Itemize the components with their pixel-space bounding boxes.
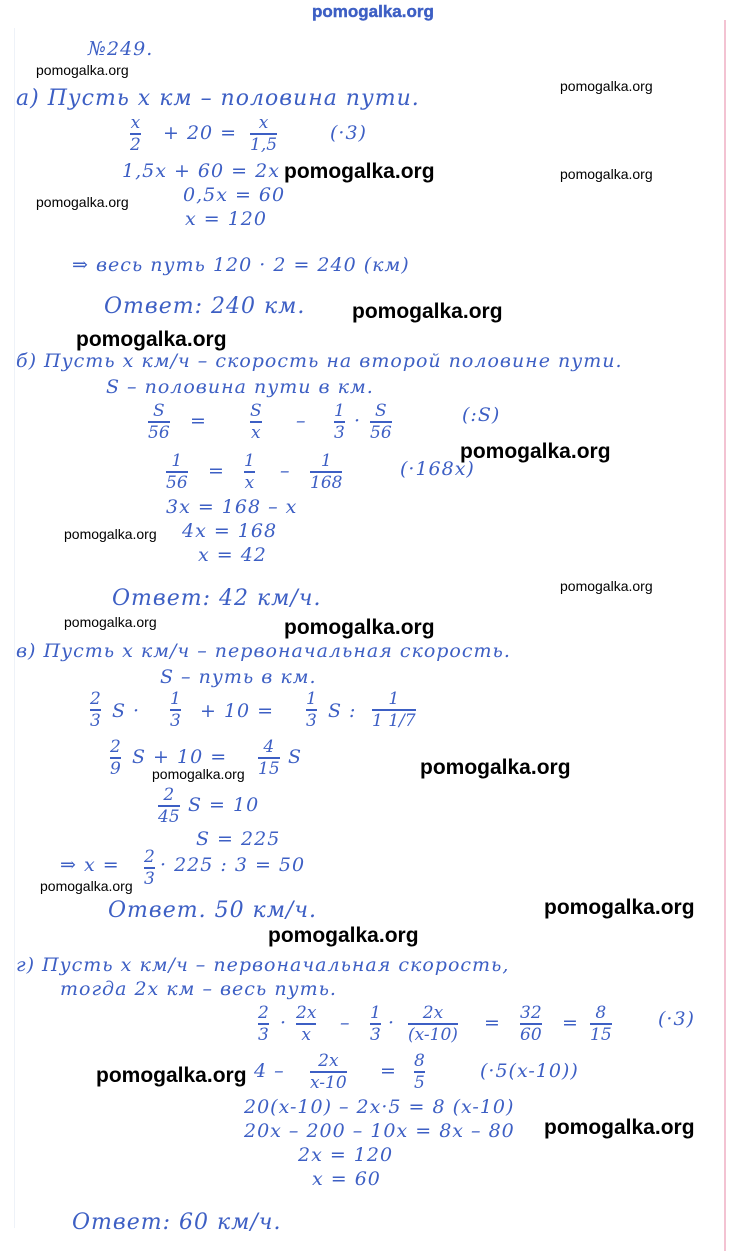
part-b-intro: б) Пусть x км/ч – скорость на второй половине пути. [16,350,623,372]
watermark: pomogalka.org [96,1064,247,1087]
part-b-note1: (:S) [462,404,501,426]
watermark-top: pomogalka.org [312,2,434,21]
part-v-frac-h: 2 3 [144,847,155,889]
part-a-line4: x = 120 [185,208,267,230]
part-g-intro2: тогда 2x км – весь путь. [60,978,337,1000]
part-g-line4: 20x – 200 – 10x = 8x – 80 [244,1120,515,1142]
part-g-frac-d: 2x (x-10) [408,1003,458,1045]
part-v-frac-g: 2 45 [158,785,180,827]
part-v-line5b: · 225 : 3 = 50 [160,854,306,876]
part-b-minus: – [296,410,307,432]
watermark: pomogalka.org [544,896,695,919]
watermark: pomogalka.org [420,756,571,779]
part-b-line3: 3x = 168 – x [166,496,298,518]
part-v-mid2: S + 10 = [132,746,228,768]
part-v-s2: S : [328,700,357,722]
part-b-frac3: 1 3 [334,401,345,443]
part-g-eq1: = [484,1012,501,1034]
watermark: pomogalka.org [560,78,653,94]
part-g-frac-h: 8 5 [414,1051,425,1093]
part-g-frac-b: 2x x [296,1003,317,1045]
part-a-line2: 1,5x + 60 = 2x [122,160,280,182]
part-a-eq1-mid: + 20 = [163,122,238,144]
part-g-dot2: · [388,1012,396,1034]
part-v-intro: в) Пусть x км/ч – первоначальная скорость. [16,640,511,662]
part-b-line5: x = 42 [198,544,267,566]
part-v-frac-b: 1 3 [170,689,181,731]
part-b-answer: Ответ: 42 км/ч. [112,586,322,611]
watermark: pomogalka.org [64,526,157,542]
part-v-frac-c: 1 3 [306,689,317,731]
part-g-note1: (·3) [658,1008,695,1030]
watermark: pomogalka.org [284,160,435,183]
part-b-intro2: S – половина пути в км. [106,376,374,398]
watermark: pomogalka.org [544,1116,695,1139]
part-a-answer: Ответ: 240 км. [104,294,306,319]
part-g-frac-e: 32 60 [520,1003,542,1045]
part-g-l2a: 4 – [254,1060,285,1082]
part-g-dot1: · [280,1012,288,1034]
part-g-line6: x = 60 [312,1168,381,1190]
part-g-frac-a: 2 3 [258,1003,269,1045]
part-g-intro: г) Пусть x км/ч – первоначальная скорость, [16,954,510,976]
part-v-answer: Ответ. 50 км/ч. [108,898,318,923]
watermark: pomogalka.org [76,328,227,351]
part-g-eq2: = [562,1012,579,1034]
part-g-frac-f: 8 15 [590,1003,612,1045]
watermark: pomogalka.org [284,616,435,639]
part-v-line5a: ⇒ x = [60,854,120,876]
part-a-conclusion: ⇒ весь путь 120 · 2 = 240 (км) [72,254,410,276]
part-b-minus2: – [280,460,291,482]
part-a-fraction-right: x 1,5 [250,113,278,155]
part-v-frac-a: 2 3 [90,689,101,731]
part-b-frac4: S 56 [370,401,392,443]
watermark: pomogalka.org [40,878,133,894]
watermark: pomogalka.org [64,614,157,630]
part-b-line4: 4x = 168 [182,520,278,542]
part-v-frac-d: 1 1 1/7 [372,689,416,731]
part-b-frac2: S x [250,401,262,443]
part-b-frac1: S 56 [148,401,170,443]
part-b-dot: · [354,410,362,432]
part-b-frac6: 1 x [244,451,255,493]
part-a-fraction-left: x 2 [130,113,141,155]
watermark: pomogalka.org [268,924,419,947]
problem-number: №249. [88,38,154,60]
part-b-eq2: = [208,460,225,482]
part-g-answer: Ответ: 60 км/ч. [72,1210,282,1235]
part-v-mid1: + 10 = [200,700,275,722]
part-g-line5: 2x = 120 [298,1144,394,1166]
part-g-frac-g: 2x x-10 [310,1051,347,1093]
watermark: pomogalka.org [36,194,129,210]
part-g-frac-c: 1 3 [370,1003,381,1045]
part-b-note2: (·168x) [400,458,475,480]
part-b-frac7: 1 168 [310,451,343,493]
margin-line [724,20,726,1251]
part-v-frac-e: 2 9 [110,737,121,779]
part-g-minus: – [340,1012,351,1034]
watermark: pomogalka.org [560,166,653,182]
part-v-line4: S = 225 [196,828,281,850]
watermark: pomogalka.org [152,766,245,782]
watermark: pomogalka.org [460,440,611,463]
part-a-intro: а) Пусть x км – половина пути. [16,86,420,111]
part-v-frac-f: 4 15 [258,737,280,779]
part-g-line3: 20(x-10) – 2x·5 = 8 (x-10) [244,1096,515,1118]
page-edge-line [14,28,15,1228]
part-b-frac5: 1 56 [166,451,188,493]
part-v-s3: S [288,746,303,768]
part-a-note: (·3) [330,122,367,144]
part-g-note2: (·5(x-10)) [480,1060,579,1082]
part-v-s1: S · [112,700,141,722]
part-v-s4: S = 10 [188,794,260,816]
part-b-eq: = [190,410,207,432]
watermark: pomogalka.org [352,300,503,323]
part-v-intro2: S – путь в км. [160,666,317,688]
watermark: pomogalka.org [560,578,653,594]
watermark: pomogalka.org [36,62,129,78]
part-a-line3: 0,5x = 60 [183,184,286,206]
part-g-l2eq: = [380,1060,397,1082]
